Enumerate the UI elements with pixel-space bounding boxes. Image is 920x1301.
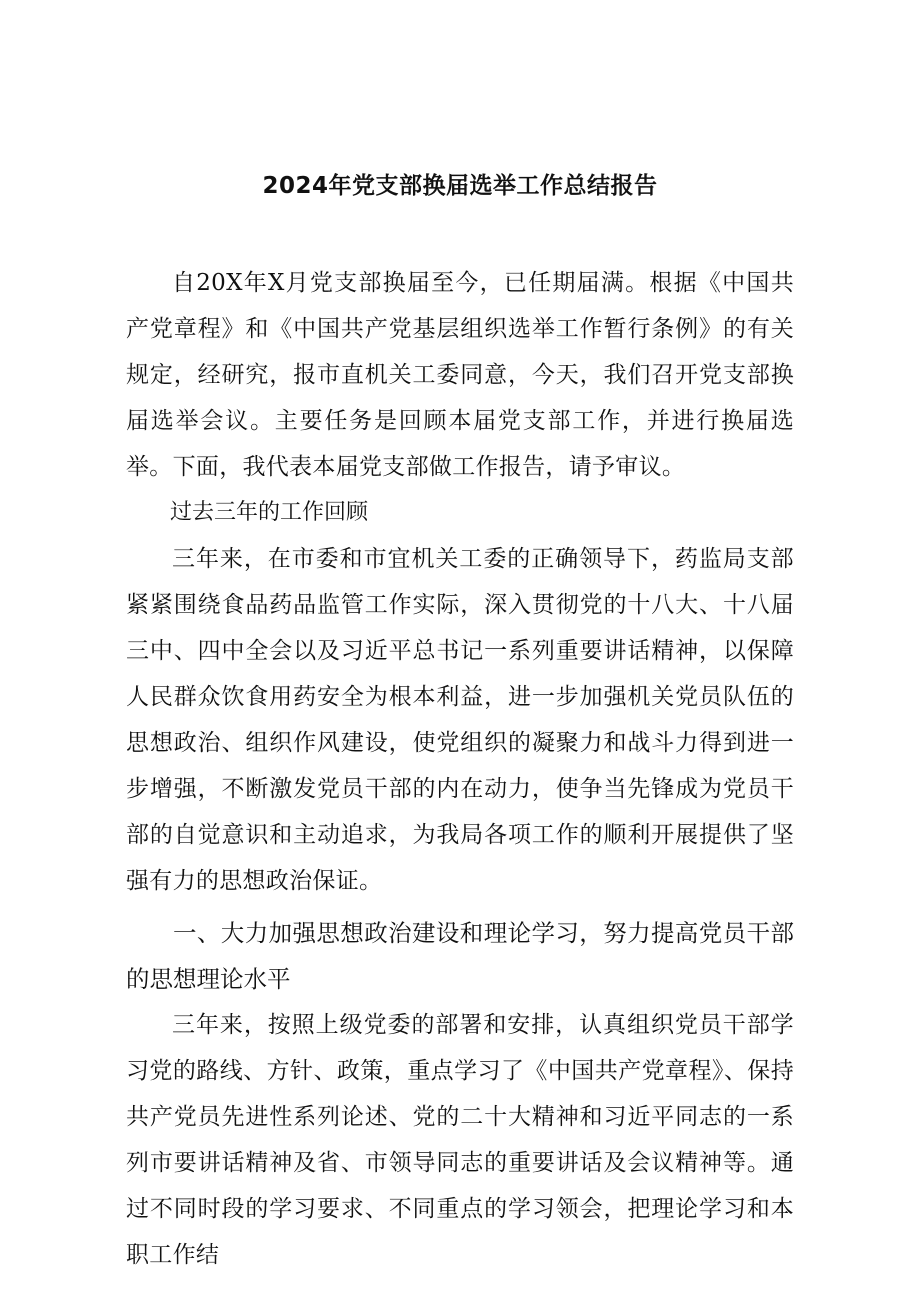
section-heading-1: 一、大力加强思想政治建设和理论学习，努力提高党员干部的思想理论水平: [126, 919, 794, 993]
section-review-label: 过去三年的工作回顾: [170, 500, 369, 525]
section-1-paragraph: 三年来，按照上级党委的部署和安排，认真组织党员干部学习党的路线、方针、政策，重点学习了《中国共产党章程》、保持共产党员先进性系列论述、党的二十大精神和习近平同志的一系列市要讲话精神及省、市领导同志的重要讲话及会议精神等。通过不同时段的学习要求、不同重点的学习领会，把理论学习和本职工作结: [126, 1012, 794, 1268]
review-paragraph: 三年来，在市委和市宜机关工委的正确领导下，药监局支部紧紧围绕食品药品监管工作实际，深入贯彻党的十八大、十八届三中、四中全会以及习近平总书记一系列重要讲话精神，以保障人民群众饮食用药安全为根本利益，进一步加强机关党员队伍的思想政治、组织作风建设，使党组织的凝聚力和战斗力得到进一步增强，不断激发党员干部的内在动力，使争当先锋成为党员干部的自觉意识和主动追求，为我局各项工作的顺利开展提供了坚强有力的思想政治保证。: [126, 546, 794, 894]
document-body: [126, 260, 794, 1278]
document-title: 2024年党支部换届选举工作总结报告: [262, 173, 658, 199]
intro-paragraph: 自20X年X月党支部换届至今，已任期届满。根据《中国共产党章程》和《中国共产党基层组织选举工作暂行条例》的有关规定，经研究，报市直机关工委同意，今天，我们召开党支部换届选举会议。主要任务是回顾本届党支部工作，并进行换届选举。下面，我代表本届党支部做工作报告，请予审议。: [126, 270, 794, 480]
